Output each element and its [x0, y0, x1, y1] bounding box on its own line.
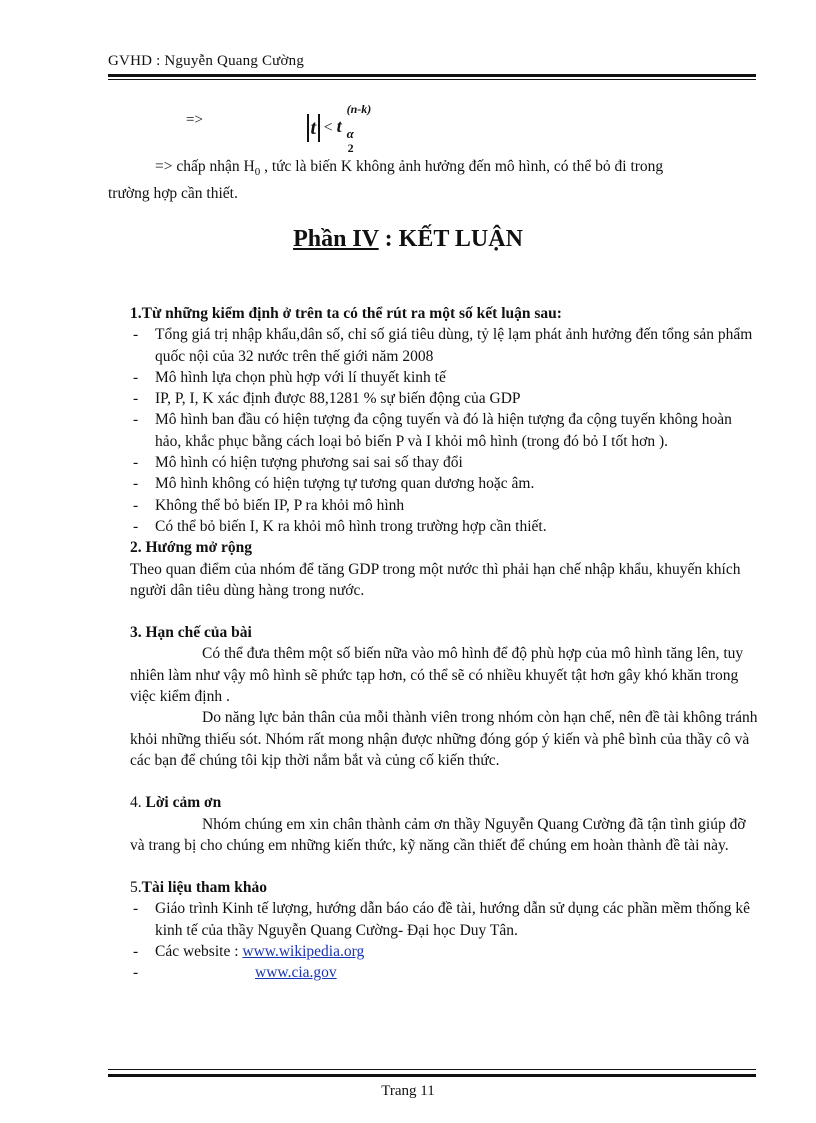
critical-value	[336, 102, 387, 155]
footer-rule-thin	[108, 1069, 756, 1070]
list-item: - IP, P, I, K xác định được 88,1281 % sự biến động của GDP	[130, 388, 760, 409]
page-number: Trang 11	[381, 1083, 435, 1099]
formula-lt: <	[323, 119, 333, 136]
list-item: - Mô hình ban đầu có hiện tượng đa cộng tuyến và đó là hiện tượng đa cộng tuyến không hoàn hảo, khắc phục bằng cách loại bỏ biến P và I khỏi mô hình (trong đó bỏ I tốt hơn ).	[130, 409, 760, 452]
formula-variable: t	[310, 116, 317, 139]
wikipedia-link[interactable]: www.wikipedia.org	[242, 943, 365, 961]
section4-title: Lời cảm ơn	[145, 794, 222, 812]
list-item: - Giáo trình Kinh tế lượng, hướng dẫn báo cáo đề tài, hướng dẫn sử dụng các phần mềm thống kê kinh tế của thầy Nguyễn Quang Cường- Đại học Duy Tân.	[130, 898, 760, 941]
header-rule-thick	[108, 74, 756, 77]
title-rest: : KẾT LUẬN	[378, 226, 523, 252]
title-part: Phần IV	[293, 226, 379, 252]
footer-rule-thick	[108, 1074, 756, 1077]
section5-number: 5.	[130, 879, 142, 897]
section5-heading	[130, 877, 760, 898]
cia-link[interactable]: www.cia.gov	[255, 964, 337, 982]
section2-heading: 2. Hướng mở rộng	[130, 539, 253, 557]
header-rule-thin	[108, 79, 756, 80]
list-item	[130, 941, 760, 962]
abs-bar-right	[318, 114, 320, 142]
section3-para2: Do năng lực bản thân của mỗi thành viên trong nhóm còn hạn chế, nên đề tài không tránh khỏi những thiếu sót. Nhóm rất mong nhận được những đóng góp ý kiến và phê bình của thầy cô và các bạn để chúng tôi kịp thời nắm bắt và củng cố kiến thức.	[130, 709, 758, 769]
accept-text-line2: trường hợp cần thiết.	[108, 185, 238, 203]
section5-title: Tài liệu tham khảo	[141, 879, 267, 897]
section3-para1: Có thể đưa thêm một số biến nữa vào mô hình để độ phù hợp của mô hình tăng lên, tuy nhiên làm như vậy mô hình sẽ phức tạp hơn, có thể sẽ có nhiều khuyết tật hơn gây khó khăn trong việc kiểm định .	[130, 645, 744, 706]
abs-bar-left	[307, 114, 309, 142]
critical-alpha: α	[346, 126, 354, 141]
list-item: - Mô hình không có hiện tượng tự tương quan dương hoặc âm.	[130, 473, 760, 494]
critical-denominator: 2	[347, 141, 354, 155]
list-item: - Không thể bỏ biến IP, P ra khỏi mô hình	[130, 495, 760, 516]
accept-text: => chấp nhận H	[155, 158, 255, 175]
list-item: - Có thể bỏ biến I, K ra khỏi mô hình trong trường hợp cần thiết.	[130, 516, 760, 537]
formula-arrow: =>	[186, 112, 203, 128]
list-item: - Mô hình có hiện tượng phương sai sai số thay đổi	[130, 452, 760, 473]
section4-text: Nhóm chúng em xin chân thành cảm ơn thầy Nguyễn Quang Cường đã tận tình giúp đỡ và trang bị cho chúng em những kiến thức, kỹ năng cần thiết để chúng em hoàn thành đề tài này.	[130, 815, 746, 854]
critical-base: t	[336, 116, 342, 136]
references-list	[130, 898, 760, 983]
accept-text-cont: , tức là biến K không ảnh hưởng đến mô hình, có thể bỏ đi trong	[260, 158, 664, 175]
section1-heading: 1.Từ những kiểm định ở trên ta có thể rút ra một số kết luận sau:	[130, 305, 562, 322]
section-title	[0, 226, 816, 253]
formula-expression	[307, 102, 387, 155]
main-content	[130, 303, 760, 984]
list-item: - Mô hình lựa chọn phù hợp với lí thuyết kinh tế	[130, 367, 760, 388]
section3-heading: 3. Hạn chế của bài	[130, 624, 252, 642]
conclusion-list	[130, 324, 760, 537]
h-subscript: 0	[254, 166, 261, 179]
websites-label: Các website :	[155, 943, 243, 961]
list-item-continued	[130, 962, 760, 983]
list-item: - Tổng giá trị nhập khẩu,dân số, chỉ số giá tiêu dùng, tỷ lệ lạm phát ảnh hưởng đến tổng sản phẩm quốc nội của 32 nước trên thế giới năm 2008	[130, 324, 760, 367]
critical-df: (n-k)	[346, 102, 372, 116]
section2-text: Theo quan điểm của nhóm để tăng GDP trong một nước thì phải hạn chế nhập khẩu, khuyến khích người dân tiêu dùng hàng trong nước.	[130, 560, 741, 599]
page-header: GVHD : Nguyễn Quang Cường	[108, 53, 305, 69]
section4-heading	[130, 792, 760, 813]
section4-number: 4.	[130, 794, 146, 812]
accept-statement	[108, 156, 756, 204]
